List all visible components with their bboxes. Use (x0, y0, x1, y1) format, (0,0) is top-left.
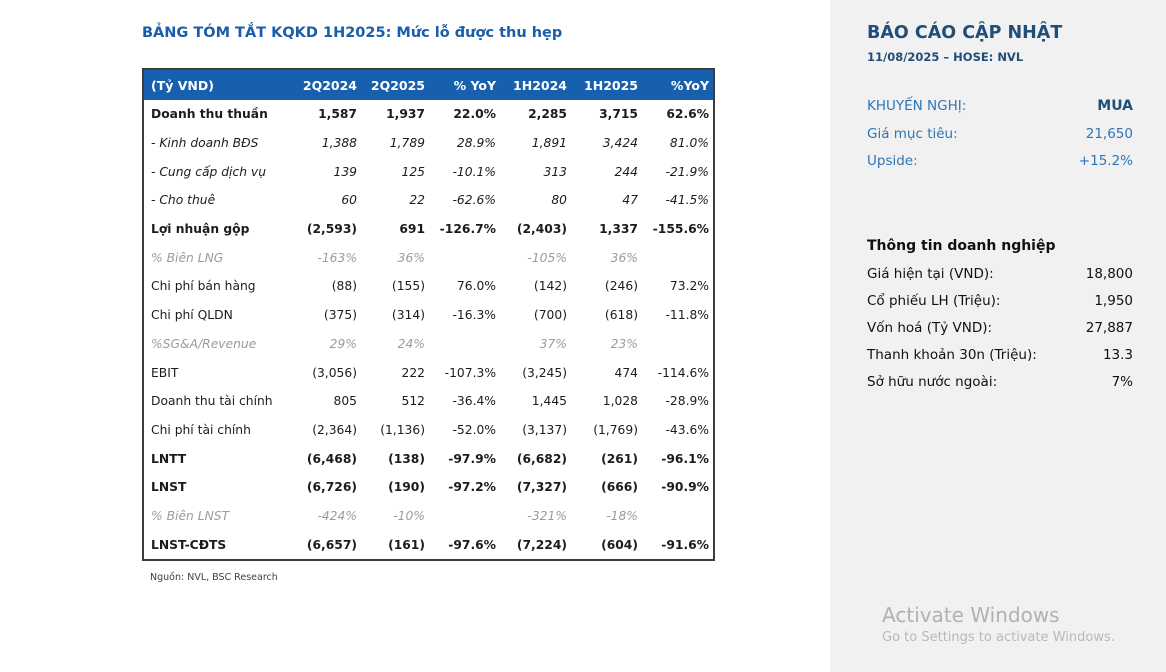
row-value: -28.9% (665, 394, 709, 409)
row-value: (2,593) (306, 222, 357, 237)
sidebar (830, 0, 1166, 672)
sidebar-title: BÁO CÁO CẬP NHẬT (867, 23, 1063, 43)
table-row (143, 330, 714, 359)
row-value: 24% (397, 336, 425, 351)
info-label: Vốn hoá (Tỷ VND): (867, 320, 993, 336)
column-header: 2Q2024 (293, 69, 361, 100)
row-value: -321% (527, 508, 567, 523)
row-label: Chi phí bán hàng (151, 279, 256, 294)
row-value: -107.3% (444, 365, 496, 380)
row-value: (1,136) (380, 422, 425, 437)
recommendation-label: KHUYẾN NGHỊ: (867, 98, 967, 114)
table-row (143, 358, 714, 387)
row-value: 73.2% (669, 279, 709, 294)
row-value: 1,587 (318, 107, 357, 122)
row-value: 1,445 (531, 394, 567, 409)
row-value: (2,403) (516, 222, 567, 237)
row-label: LNST (151, 480, 187, 495)
row-value: -90.9% (661, 480, 709, 495)
row-value (642, 502, 714, 531)
row-value: 37% (539, 336, 567, 351)
row-value: (2,364) (312, 422, 357, 437)
watermark-line2: Go to Settings to activate Windows. (882, 630, 1115, 645)
column-header: % YoY (429, 69, 500, 100)
table-header-row (143, 69, 714, 100)
target-price-row (867, 126, 1133, 142)
row-value: (161) (388, 537, 425, 552)
row-value: -114.6% (657, 365, 709, 380)
row-value: 3,715 (599, 107, 638, 122)
row-value: -41.5% (665, 193, 709, 208)
table-row (143, 473, 714, 502)
row-value: -155.6% (652, 222, 709, 237)
table-row (143, 502, 714, 531)
row-value: 125 (401, 164, 425, 179)
row-label: % Biên LNST (151, 508, 230, 523)
row-value: 512 (401, 394, 425, 409)
table-row (143, 416, 714, 445)
row-value: (3,137) (522, 422, 567, 437)
info-value: 1,950 (1094, 293, 1133, 309)
info-value: 13.3 (1102, 347, 1133, 363)
upside-row (867, 153, 1133, 169)
row-value: (6,657) (306, 537, 357, 552)
row-value: (261) (601, 451, 638, 466)
table-row (143, 301, 714, 330)
row-value: 22 (409, 193, 425, 208)
company-info-row (867, 374, 1133, 401)
info-label: Cổ phiếu LH (Triệu): (867, 293, 1001, 309)
info-label: Sở hữu nước ngoài: (867, 374, 998, 390)
recommendation-row (867, 98, 1133, 114)
row-value: (138) (388, 451, 425, 466)
row-value: (700) (533, 308, 567, 323)
row-value: 474 (614, 365, 638, 380)
watermark-line1: Activate Windows (882, 603, 1060, 627)
row-label: EBIT (151, 365, 179, 380)
row-value: 36% (610, 250, 638, 265)
row-label: - Cho thuê (151, 193, 216, 208)
info-label: Giá hiện tại (VND): (867, 266, 994, 282)
table-row (143, 444, 714, 473)
row-value: (6,726) (306, 480, 357, 495)
row-value: (6,682) (516, 451, 567, 466)
row-value: (246) (604, 279, 638, 294)
report-date-ticker: 11/08/2025 – HOSE: NVL (867, 50, 1024, 64)
row-value: -105% (527, 250, 567, 265)
row-value: -16.3% (452, 308, 496, 323)
row-value: (1,769) (593, 422, 638, 437)
row-label: %SG&A/Revenue (151, 336, 257, 351)
row-value: (190) (388, 480, 425, 495)
row-value (429, 502, 500, 531)
row-value: (7,224) (516, 537, 567, 552)
row-value: (88) (331, 279, 357, 294)
info-value: 7% (1111, 374, 1133, 390)
row-value: (618) (604, 308, 638, 323)
company-info-row (867, 320, 1133, 347)
row-value: -163% (317, 250, 357, 265)
row-value: -96.1% (661, 451, 709, 466)
row-value: (3,056) (312, 365, 357, 380)
row-value: 222 (401, 365, 425, 380)
row-value: 1,028 (602, 394, 638, 409)
column-header: %YoY (642, 69, 714, 100)
row-value: 47 (622, 193, 638, 208)
row-value: 1,891 (531, 136, 567, 151)
info-value: 27,887 (1085, 320, 1133, 336)
row-value: 36% (397, 250, 425, 265)
row-value: 60 (341, 193, 357, 208)
row-value: -18% (606, 508, 638, 523)
info-label: Thanh khoản 30n (Triệu): (867, 347, 1037, 363)
row-value: -126.7% (439, 222, 496, 237)
row-value: 1,337 (599, 222, 638, 237)
row-value: 80 (551, 193, 567, 208)
row-value: -10% (393, 508, 425, 523)
row-value: -10.1% (452, 164, 496, 179)
row-value: (314) (391, 308, 425, 323)
row-label: Doanh thu tài chính (151, 394, 273, 409)
table-row (143, 186, 714, 215)
row-label: LNTT (151, 451, 187, 466)
row-label: Lợi nhuận gộp (151, 222, 250, 237)
row-value: 81.0% (669, 136, 709, 151)
row-label: - Cung cấp dịch vụ (151, 164, 267, 179)
info-value: 18,800 (1085, 266, 1133, 282)
row-value: -91.6% (661, 537, 709, 552)
row-value: (375) (323, 308, 357, 323)
activate-windows-watermark (882, 603, 1115, 645)
table-row (143, 387, 714, 416)
row-label: - Kinh doanh BĐS (151, 136, 259, 151)
table-row (143, 243, 714, 272)
row-value: 313 (543, 164, 567, 179)
row-label: Chi phí QLDN (151, 308, 233, 323)
row-value: -62.6% (452, 193, 496, 208)
page-title: BẢNG TÓM TẮT KQKD 1H2025: Mức lỗ được thu hẹp (142, 25, 563, 41)
table-row (143, 157, 714, 186)
row-value: 62.6% (666, 107, 709, 122)
column-header: (Tỷ VND) (143, 69, 293, 100)
table-row (143, 100, 714, 129)
row-label: % Biên LNG (151, 250, 224, 265)
upside-label: Upside: (867, 153, 918, 169)
table-row (143, 215, 714, 244)
row-value: -11.8% (665, 308, 709, 323)
row-value: -97.9% (448, 451, 496, 466)
row-label: Doanh thu thuần (151, 107, 268, 122)
target-price-label: Giá mục tiêu: (867, 126, 958, 142)
row-value (429, 243, 500, 272)
row-label: Chi phí tài chính (151, 422, 251, 437)
table-row (143, 272, 714, 301)
kqkd-summary-table (142, 68, 715, 561)
table-row (143, 129, 714, 158)
row-value: (142) (533, 279, 567, 294)
row-value: (666) (601, 480, 638, 495)
target-price-value: 21,650 (1085, 126, 1133, 142)
row-value: -97.6% (448, 537, 496, 552)
row-value: 139 (333, 164, 357, 179)
row-value: 28.9% (456, 136, 496, 151)
row-value: -21.9% (665, 164, 709, 179)
table-row (143, 530, 714, 560)
row-value: 3,424 (602, 136, 638, 151)
row-value: 23% (610, 336, 638, 351)
row-label: LNST-CĐTS (151, 537, 227, 552)
row-value: 691 (399, 222, 425, 237)
row-value: 22.0% (453, 107, 496, 122)
row-value: -52.0% (452, 422, 496, 437)
row-value (642, 243, 714, 272)
column-header: 1H2025 (571, 69, 642, 100)
recommendation-value: MUA (1097, 98, 1133, 114)
row-value: 2,285 (528, 107, 567, 122)
row-value: 244 (614, 164, 638, 179)
row-value: 1,937 (386, 107, 425, 122)
row-value: 1,388 (321, 136, 357, 151)
company-info-row (867, 266, 1133, 293)
row-value: (7,327) (516, 480, 567, 495)
row-value: (6,468) (306, 451, 357, 466)
column-header: 1H2024 (500, 69, 571, 100)
row-value: (604) (601, 537, 638, 552)
row-value: 805 (333, 394, 357, 409)
row-value: -97.2% (448, 480, 496, 495)
column-header: 2Q2025 (361, 69, 429, 100)
row-value: (155) (391, 279, 425, 294)
row-value: -43.6% (665, 422, 709, 437)
company-info-row (867, 293, 1133, 320)
row-value: -424% (317, 508, 357, 523)
row-value (429, 330, 500, 359)
row-value: 1,789 (389, 136, 425, 151)
row-value (642, 330, 714, 359)
row-value: 29% (329, 336, 357, 351)
company-info-title: Thông tin doanh nghiệp (867, 238, 1056, 254)
source-note: Nguồn: NVL, BSC Research (150, 572, 278, 583)
row-value: 76.0% (456, 279, 496, 294)
row-value: -36.4% (452, 394, 496, 409)
company-info-row (867, 347, 1133, 374)
company-info-rows (867, 266, 1133, 401)
upside-value: +15.2% (1078, 153, 1133, 169)
row-value: (3,245) (522, 365, 567, 380)
